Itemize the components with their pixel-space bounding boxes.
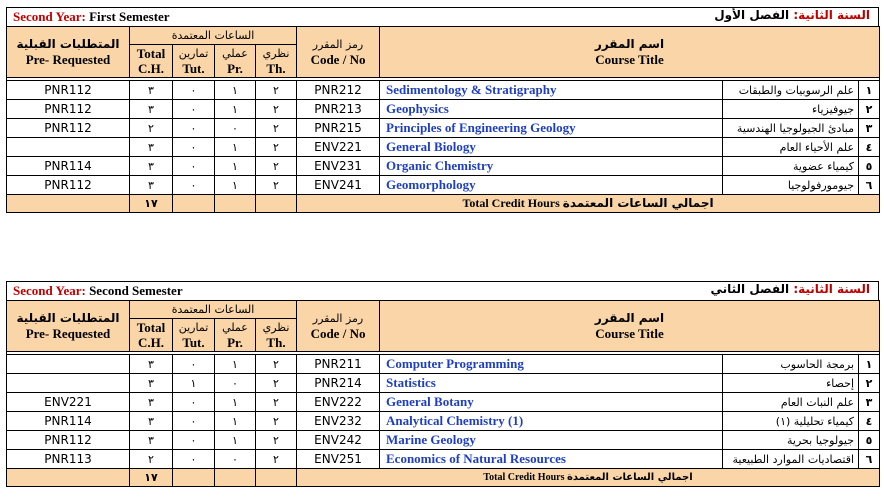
course-title-en: General Biology: [380, 138, 723, 157]
th-cell: ٢: [256, 119, 297, 138]
tut-cell: ٠: [173, 100, 215, 119]
course-row: [7, 81, 880, 100]
tut-cell: ١: [173, 374, 215, 393]
course-title-en: Marine Geology: [380, 431, 723, 450]
total-ch-cell: ٣: [130, 100, 173, 119]
total-row: [7, 469, 880, 487]
row-index: ٦: [859, 176, 880, 195]
course-row: [7, 119, 880, 138]
course-title-en: Computer Programming: [380, 355, 723, 374]
course-row: [7, 393, 880, 412]
row-index: ٣: [859, 393, 880, 412]
th-cell: ٢: [256, 374, 297, 393]
course-title-ar: مبادئ الجيولوجيا الهندسية: [723, 119, 859, 138]
semester-title-en: Second Year: First Semester: [13, 9, 170, 24]
col-title-header: اسم المقرر Course Title: [380, 27, 880, 78]
col-th-header: نظري Th.: [256, 45, 297, 78]
total-credit-label: Total Credit Hours اجمالي الساعات المعتمدة: [297, 195, 880, 213]
pr-cell: ١: [215, 355, 256, 374]
total-ch-cell: ٣: [130, 157, 173, 176]
course-title-ar: علم الرسوبيات والطبقات: [723, 81, 859, 100]
tut-cell: ٠: [173, 431, 215, 450]
col-code-header: رمز المقرر Code / No: [297, 301, 380, 352]
col-tut-header: تمارين Tut.: [173, 45, 215, 78]
prereq-cell: PNR114: [7, 412, 130, 431]
course-title-en: Economics of Natural Resources: [380, 450, 723, 469]
total-ch-cell: ٢: [130, 450, 173, 469]
th-cell: ٢: [256, 138, 297, 157]
course-row: [7, 450, 880, 469]
th-cell: ٢: [256, 176, 297, 195]
col-pr-header: عملي Pr.: [215, 319, 256, 352]
course-code-cell: ENV231: [297, 157, 380, 176]
col-total-header: Total C.H.: [130, 319, 173, 352]
pr-cell: ٠: [215, 119, 256, 138]
prereq-cell: PNR112: [7, 431, 130, 450]
pr-cell: ١: [215, 176, 256, 195]
course-title-ar: كيمياء عضوية: [723, 157, 859, 176]
th-cell: ٢: [256, 431, 297, 450]
col-credit-header: الساعات المعتمدة: [130, 301, 297, 319]
th-cell: ٢: [256, 355, 297, 374]
th-cell: ٢: [256, 100, 297, 119]
total-ch-cell: ٣: [130, 355, 173, 374]
row-index: ٣: [859, 119, 880, 138]
semester-title-en: Second Year: Second Semester: [13, 283, 183, 298]
tut-cell: ٠: [173, 81, 215, 100]
course-title-en: General Botany: [380, 393, 723, 412]
pr-cell: ١: [215, 412, 256, 431]
row-index: ٦: [859, 450, 880, 469]
course-code-cell: ENV251: [297, 450, 380, 469]
total-credit-value: ١٧: [130, 195, 173, 213]
semester-title-ar: السنة الثانية: الفصل الأول: [714, 8, 870, 22]
course-row: [7, 374, 880, 393]
course-code-cell: ENV241: [297, 176, 380, 195]
col-prereq-header: المتطلبات القبلية Pre- Requested: [7, 301, 130, 352]
course-title-en: Sedimentology & Stratigraphy: [380, 81, 723, 100]
course-row: [7, 138, 880, 157]
course-title-ar: إحصاء: [723, 374, 859, 393]
semester-header: [6, 281, 879, 300]
course-title-en: Principles of Engineering Geology: [380, 119, 723, 138]
pr-cell: ١: [215, 138, 256, 157]
tut-cell: ٠: [173, 450, 215, 469]
course-table: [6, 26, 880, 213]
total-ch-cell: ٣: [130, 81, 173, 100]
course-title-ar: جيومورفولوجيا: [723, 176, 859, 195]
course-code-cell: ENV242: [297, 431, 380, 450]
pr-cell: ٠: [215, 450, 256, 469]
col-th-header: نظري Th.: [256, 319, 297, 352]
row-index: ٢: [859, 100, 880, 119]
total-ch-cell: ٣: [130, 412, 173, 431]
course-row: [7, 431, 880, 450]
course-title-ar: كيمياء تحليلية (١): [723, 412, 859, 431]
course-title-en: Organic Chemistry: [380, 157, 723, 176]
prereq-cell: PNR112: [7, 100, 130, 119]
semester-table-2: [6, 281, 879, 487]
course-row: [7, 412, 880, 431]
course-title-ar: جيولوجيا بحرية: [723, 431, 859, 450]
col-tut-header: تمارين Tut.: [173, 319, 215, 352]
total-ch-cell: ٣: [130, 176, 173, 195]
course-row: [7, 157, 880, 176]
course-title-en: Geophysics: [380, 100, 723, 119]
prereq-cell: PNR112: [7, 119, 130, 138]
prereq-cell: PNR113: [7, 450, 130, 469]
prereq-cell: PNR112: [7, 176, 130, 195]
pr-cell: ١: [215, 393, 256, 412]
course-title-en: Geomorphology: [380, 176, 723, 195]
course-row: [7, 100, 880, 119]
total-credit-value: ١٧: [130, 469, 173, 487]
total-ch-cell: ٢: [130, 119, 173, 138]
th-cell: ٢: [256, 393, 297, 412]
row-index: ٥: [859, 157, 880, 176]
tut-cell: ٠: [173, 119, 215, 138]
semester-header: [6, 7, 879, 26]
tut-cell: ٠: [173, 412, 215, 431]
tut-cell: ٠: [173, 176, 215, 195]
th-cell: ٢: [256, 157, 297, 176]
course-title-ar: علم الأحياء العام: [723, 138, 859, 157]
semester-title-ar: السنة الثانية: الفصل الثاني: [710, 282, 870, 296]
course-title-en: Statistics: [380, 374, 723, 393]
prereq-cell: PNR112: [7, 81, 130, 100]
tut-cell: ٠: [173, 355, 215, 374]
course-title-ar: اقتصاديات الموارد الطبيعية: [723, 450, 859, 469]
prereq-cell: [7, 374, 130, 393]
semester-table-1: [6, 7, 879, 213]
row-index: ١: [859, 81, 880, 100]
course-table: [6, 300, 880, 487]
pr-cell: ١: [215, 81, 256, 100]
pr-cell: ١: [215, 431, 256, 450]
col-pr-header: عملي Pr.: [215, 45, 256, 78]
course-title-ar: علم النبات العام: [723, 393, 859, 412]
course-title-en: Analytical Chemistry (1): [380, 412, 723, 431]
total-ch-cell: ٣: [130, 431, 173, 450]
course-title-ar: جيوفيزياء: [723, 100, 859, 119]
course-code-cell: PNR213: [297, 100, 380, 119]
col-prereq-header: المتطلبات القبلية Pre- Requested: [7, 27, 130, 78]
course-code-cell: ENV222: [297, 393, 380, 412]
row-index: ١: [859, 355, 880, 374]
prereq-cell: [7, 138, 130, 157]
pr-cell: ٠: [215, 374, 256, 393]
total-ch-cell: ٣: [130, 393, 173, 412]
th-cell: ٢: [256, 450, 297, 469]
total-credit-label: Total Credit Hours اجمالي الساعات المعتمدة: [297, 469, 880, 487]
course-row: [7, 355, 880, 374]
course-code-cell: PNR214: [297, 374, 380, 393]
course-title-ar: برمجة الحاسوب: [723, 355, 859, 374]
course-code-cell: PNR215: [297, 119, 380, 138]
th-cell: ٢: [256, 81, 297, 100]
row-index: ٢: [859, 374, 880, 393]
pr-cell: ١: [215, 157, 256, 176]
row-index: ٤: [859, 138, 880, 157]
col-total-header: Total C.H.: [130, 45, 173, 78]
course-code-cell: PNR212: [297, 81, 380, 100]
col-title-header: اسم المقرر Course Title: [380, 301, 880, 352]
course-row: [7, 176, 880, 195]
prereq-cell: PNR114: [7, 157, 130, 176]
course-code-cell: ENV221: [297, 138, 380, 157]
course-code-cell: ENV232: [297, 412, 380, 431]
col-code-header: رمز المقرر Code / No: [297, 27, 380, 78]
total-ch-cell: ٣: [130, 374, 173, 393]
col-credit-header: الساعات المعتمدة: [130, 27, 297, 45]
prereq-cell: [7, 355, 130, 374]
pr-cell: ١: [215, 100, 256, 119]
total-ch-cell: ٣: [130, 138, 173, 157]
total-row: [7, 195, 880, 213]
tut-cell: ٠: [173, 393, 215, 412]
tut-cell: ٠: [173, 138, 215, 157]
row-index: ٤: [859, 412, 880, 431]
row-index: ٥: [859, 431, 880, 450]
th-cell: ٢: [256, 412, 297, 431]
prereq-cell: ENV221: [7, 393, 130, 412]
course-code-cell: PNR211: [297, 355, 380, 374]
tut-cell: ٠: [173, 157, 215, 176]
